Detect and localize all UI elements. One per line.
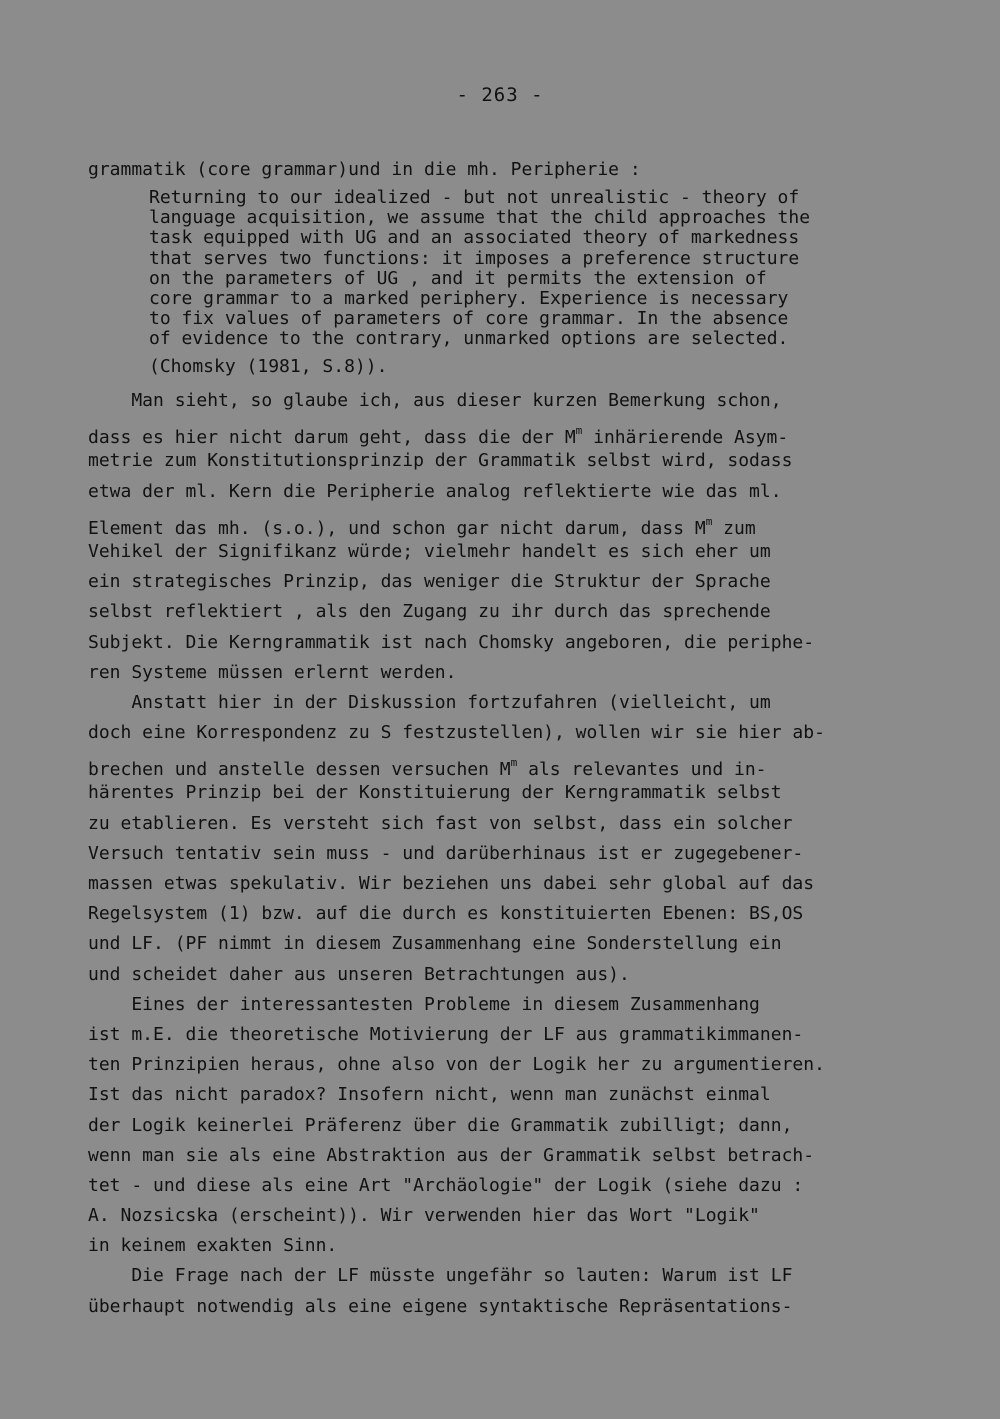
body-line: etwa der ml. Kern die Peripherie analog reflektierte wie das ml.: [88, 480, 782, 502]
body-line: überhaupt notwendig als eine eigene syntaktische Repräsentations-: [88, 1295, 793, 1317]
intro-line: grammatik (core grammar)und in die mh. Peripherie :: [88, 159, 641, 180]
quote-line: Returning to our idealized - but not unrealistic - theory of: [149, 187, 800, 208]
body-line: Subjekt. Die Kerngrammatik ist nach Chomsky angeboren, die periphe-: [88, 631, 815, 653]
quote-line: language acquisition, we assume that the child approaches the: [149, 207, 811, 229]
body-line: und LF. (PF nimmt in diesem Zusammenhang eine Sonderstellung ein: [88, 933, 782, 955]
body-text: [88, 386, 908, 1322]
body-line: zu etablieren. Es versteht sich fast von selbst, dass ein solcher: [88, 812, 793, 834]
quote-line: to fix values of parameters of core grammar. In the absence: [149, 308, 789, 330]
body-line: ren Systeme müssen erlernt werden.: [88, 661, 457, 683]
body-line: ein strategisches Prinzip, das weniger die Struktur der Sprache: [88, 571, 771, 593]
body-line: massen etwas spekulativ. Wir beziehen uns dabei sehr global auf das: [88, 873, 815, 894]
body-line: und scheidet daher aus unseren Betrachtungen aus).: [88, 963, 630, 985]
citation: (Chomsky (1981, S.8)).: [149, 356, 388, 377]
body-line: Vehikel der Signifikanz würde; vielmehr handelt es sich eher um: [88, 540, 771, 562]
body-line: [88, 748, 908, 781]
body-line: in keinem exakten Sinn.: [88, 1235, 338, 1257]
body-line: selbst reflektiert , als den Zugang zu ihr durch das sprechende: [88, 601, 771, 623]
body-line: Man sieht, so glaube ich, aus dieser kurzen Bemerkung schon,: [88, 390, 782, 411]
quote-line: of evidence to the contrary, unmarked options are selected.: [149, 328, 789, 350]
body-line: ist m.E. die theoretische Motivierung der LF aus grammatikimmanen-: [88, 1023, 804, 1045]
page-number: - 263 -: [456, 84, 544, 106]
block-quote: [149, 188, 810, 350]
body-line: Eines der interessantesten Probleme in diesem Zusammenhang: [88, 993, 760, 1015]
body-line-segment: inhärierende Asym-: [582, 427, 789, 449]
body-line-segment: als relevantes und in-: [517, 759, 767, 781]
body-line: ten Prinzipien heraus, ohne also von der Logik her zu argumentieren.: [88, 1054, 825, 1076]
body-line-segment: brechen und anstelle dessen versuchen M: [88, 759, 511, 781]
body-line: härentes Prinzip bei der Konstituierung der Kerngrammatik selbst: [88, 782, 782, 804]
body-line: tet - und diese als eine Art "Archäologie" der Logik (siehe dazu :: [88, 1174, 804, 1196]
body-line: [88, 507, 908, 537]
body-line: Die Frage nach der LF müsste ungefähr so lauten: Warum ist LF: [88, 1265, 793, 1287]
body-line: [88, 416, 908, 449]
body-line: A. Nozsicska (erscheint)). Wir verwenden hier das Wort "Logik": [88, 1205, 760, 1227]
body-line: metrie zum Konstitutionsprinzip der Grammatik selbst wird, sodass: [88, 450, 793, 472]
body-line: Anstatt hier in der Diskussion fortzufahren (vielleicht, um: [88, 691, 771, 713]
body-line: wenn man sie als eine Abstraktion aus der Grammatik selbst betrach-: [88, 1144, 815, 1166]
quote-line: that serves two functions: it imposes a preference structure: [149, 247, 800, 269]
quote-line: core grammar to a marked periphery. Experience is necessary: [149, 287, 789, 309]
body-line: Ist das nicht paradox? Insofern nicht, wenn man zunächst einmal: [88, 1084, 771, 1106]
body-line: Versuch tentativ sein muss - und darüberhinaus ist er zugegebener-: [88, 842, 804, 864]
superscript-m: m: [705, 514, 713, 528]
body-line-segment: zum: [712, 517, 756, 539]
quote-line: task equipped with UG and an associated theory of markedness: [149, 227, 800, 249]
body-line-segment: dass es hier nicht darum geht, dass die der M: [88, 427, 576, 449]
body-line: Regelsystem (1) bzw. auf die durch es konstituierten Ebenen: BS,OS: [88, 903, 804, 925]
superscript-m: m: [510, 756, 518, 770]
superscript-m: m: [575, 424, 583, 438]
quote-line: on the parameters of UG , and it permits the extension of: [149, 267, 767, 289]
body-line: der Logik keinerlei Präferenz über die Grammatik zubilligt; dann,: [88, 1114, 793, 1136]
body-line-segment: Element das mh. (s.o.), und schon gar nicht darum, dass M: [88, 517, 706, 539]
body-line: doch eine Korrespondenz zu S festzustellen), wollen wir sie hier ab-: [88, 722, 825, 744]
